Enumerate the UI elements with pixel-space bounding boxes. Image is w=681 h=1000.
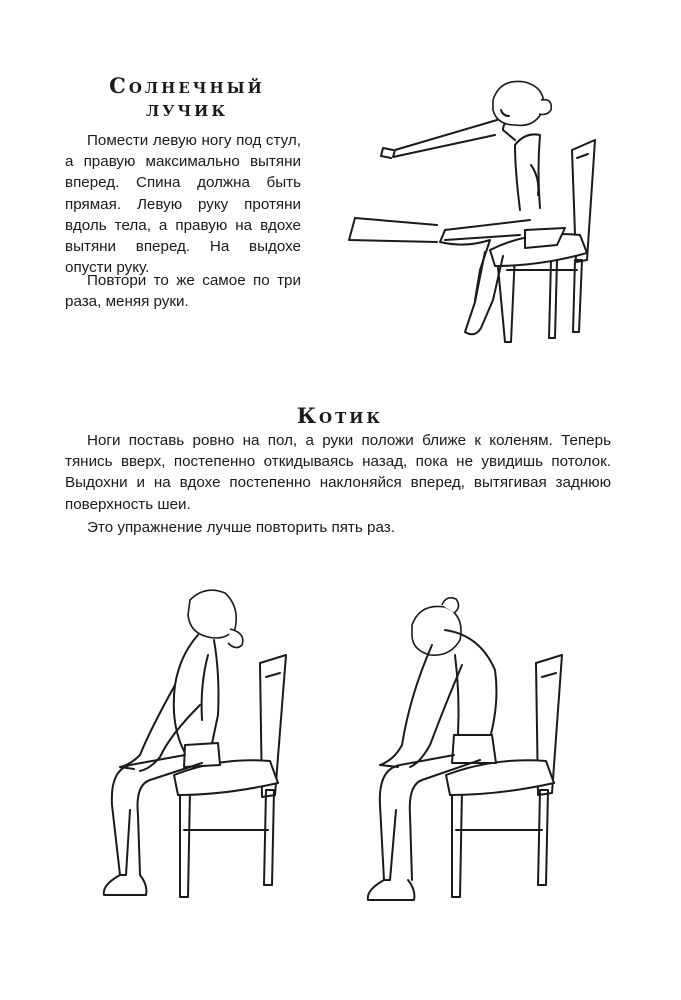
woman-figure: [349, 81, 565, 334]
kitten-instructions: Ноги поставь ровно на пол, а руки положи ближе к коленям. Теперь тянись вверх, постепенно откидываясь назад, пока не увидишь потолок. Выдохни и на вдохе постепенно наклоняйся вперед, вытягивая заднюю поверхность шеи.: [65, 432, 611, 513]
woman-figure: [104, 590, 243, 895]
section-title-kitten: [200, 404, 480, 427]
title-line-2: лучик: [146, 96, 228, 121]
chair: [174, 655, 286, 897]
title-line-1: Солнечный: [109, 73, 265, 98]
chair: [446, 655, 562, 897]
section-title-sunbeam: [82, 74, 292, 120]
sunbeam-instructions: Помести левую ногу под стул, а правую максимально вытяни вперед. Спина должна быть прямая. Левую руку протяни вдоль тела, а правую на вдохе вытяни вперед. На выдохе опусти руку.: [65, 132, 301, 277]
kitten-lean-back-illustration: [90, 585, 310, 915]
kitten-lean-forward-illustration: [350, 595, 590, 915]
title-kitten-text: Котик: [296, 403, 384, 428]
kitten-repeat-note: Это упражнение лучше повторить пять раз.: [87, 519, 395, 536]
woman-figure: [368, 598, 497, 900]
sunbeam-exercise-illustration: [325, 70, 615, 360]
sunbeam-repeat-note: Повтори то же самое по три раза, меняя руки.: [65, 272, 301, 311]
